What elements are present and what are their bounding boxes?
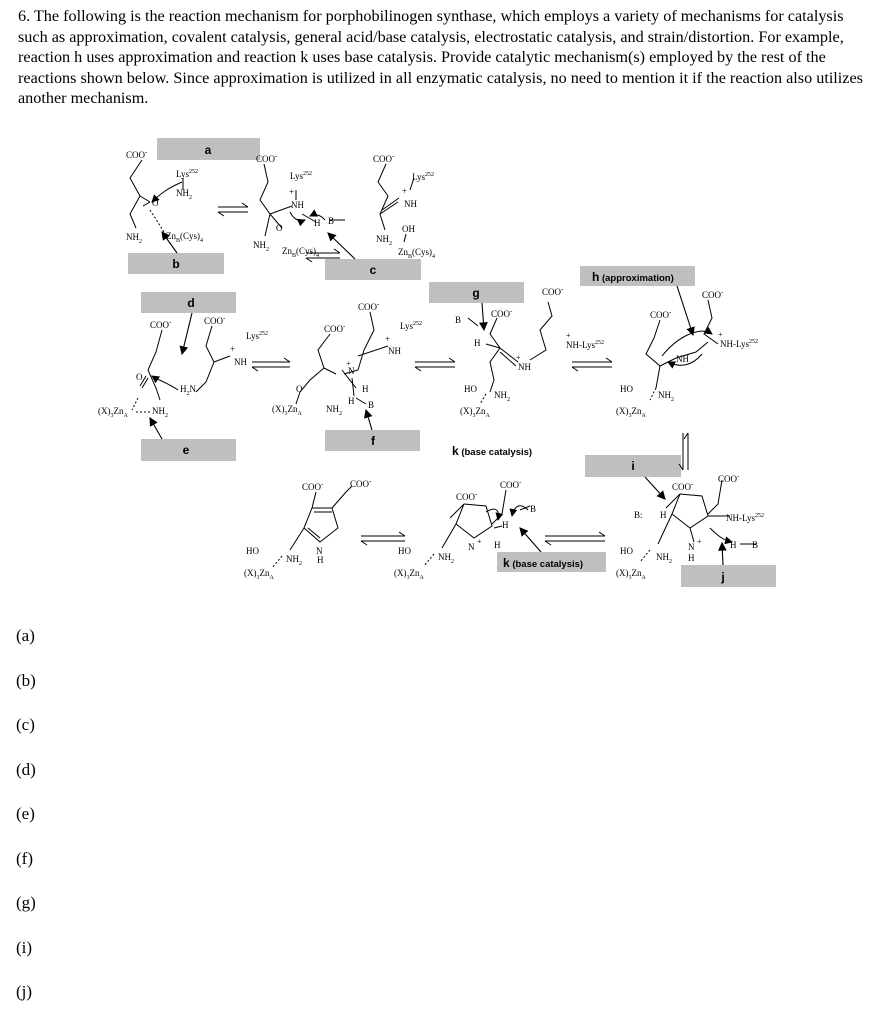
svg-text:h (approximation): h (approximation) (592, 270, 674, 284)
svg-text:COO-: COO- (456, 490, 478, 502)
svg-text:H2N: $H_2N$ (180, 384, 196, 397)
svg-text:H: H (474, 338, 481, 348)
answer-label-f: (f) (16, 849, 33, 868)
svg-text:NH2: $NH_2$ (286, 554, 302, 567)
svg-text:H: H (660, 510, 667, 520)
svg-text:+: + (516, 353, 521, 362)
svg-text:B: B (328, 216, 335, 226)
svg-text:NH2: $NH_2$ (126, 232, 142, 245)
svg-text:H: H (502, 520, 509, 530)
step-label-i (585, 455, 681, 477)
svg-text:(X)3ZnA: $(X)_3Zn_A$ (616, 568, 646, 581)
svg-text:NH2: $NH_2$ (376, 234, 392, 247)
svg-text:OH: OH (402, 224, 415, 234)
structure-6 (455, 285, 604, 419)
answer-label-e: (e) (16, 804, 35, 823)
svg-text:c: c (369, 263, 377, 277)
svg-text:B:: B: (634, 510, 643, 520)
svg-text:NH: NH (234, 357, 247, 367)
svg-text:e: e (182, 443, 190, 457)
svg-text:NH: NH (404, 199, 417, 209)
svg-text:+: + (718, 330, 723, 339)
svg-text:+: + (566, 331, 571, 340)
step-label-d (141, 292, 236, 313)
svg-text:HO: HO (464, 384, 477, 394)
svg-text:+: + (385, 334, 391, 344)
svg-text:N: N (348, 366, 355, 376)
svg-text:B: B (752, 540, 759, 550)
svg-text:NH2: $NH_2$ (326, 404, 342, 417)
structure-10 (244, 477, 372, 581)
svg-text:NH2: $NH_2$ (152, 406, 168, 419)
structure-8 (616, 472, 764, 581)
question-text: 6. The following is the reaction mechanism for porphobilinogen synthase, which employs a variety of mechanisms for catalysis such as approximation, covalent catalysis, general acid/base catalysis, electrostatic catalysis, and strain/distortion. For example, reaction h uses approximation and reaction k uses base catalysis. Provide catalytic mechanism(s) employed by the rest of the reactions shown below. Since approximation is utilized in all enzymatic catalysis, no need to mention it if the reaction also utilizes another mechanism. (18, 7, 863, 108)
svg-text:(X)3ZnA: $(X)_3Zn_A$ (244, 568, 274, 581)
structure-3 (373, 152, 435, 260)
svg-text:H: H (362, 384, 369, 394)
svg-text:N: N (688, 542, 695, 552)
svg-text:COO-: COO- (542, 285, 564, 297)
step-label-k-box (497, 552, 606, 572)
svg-text:ZnB(Cys)4: $Zn_B(Cys)_4$ (282, 246, 320, 259)
svg-text:+: + (230, 344, 236, 354)
structure-5 (272, 300, 422, 417)
svg-text:COO-: COO- (324, 322, 346, 334)
step-label-g (429, 282, 524, 303)
svg-text:N: N (468, 542, 475, 552)
svg-text:+: + (346, 359, 351, 368)
svg-text:O: O (152, 198, 159, 208)
svg-text:i: i (631, 459, 635, 473)
answer-label-a: (a) (16, 626, 35, 645)
svg-text:NH2: $NH_2$ (438, 552, 454, 565)
svg-text:(X)3ZnA: $(X)_3Zn_A$ (98, 406, 128, 419)
svg-text:H: H (494, 540, 501, 550)
svg-text:(X)3ZnA: $(X)_3Zn_A$ (394, 568, 424, 581)
svg-text:COO-: COO- (500, 478, 522, 490)
svg-text:Lys252: Lys$^{252}$ (412, 172, 435, 182)
svg-text:(X)3ZnA: $(X)_3Zn_A$ (460, 406, 490, 419)
step-label-c (325, 259, 421, 280)
svg-text:NH2: $NH_2$ (494, 390, 510, 403)
svg-text:NH-Lys252: NH-Lys$^{252}$ (720, 339, 758, 349)
structure-7 (616, 288, 758, 419)
svg-text:ZnB(Cys)4: $Zn_B(Cys)_4$ (166, 231, 204, 244)
svg-text:COO-: COO- (702, 288, 724, 300)
structure-2 (253, 152, 345, 259)
svg-text:+: + (402, 186, 408, 196)
svg-text:NH-Lys252: NH-Lys$^{252}$ (566, 340, 604, 350)
svg-text:O: O (136, 372, 143, 382)
svg-text:Lys252: Lys$^{252}$ (290, 171, 313, 181)
svg-text:B: B (530, 504, 537, 514)
svg-text:H: H (730, 540, 737, 550)
svg-text:j: j (721, 570, 725, 584)
structure-4 (98, 314, 268, 419)
svg-text:HO: HO (246, 546, 259, 556)
answer-label-d: (d) (16, 760, 36, 779)
svg-text:NH: NH (518, 362, 531, 372)
svg-text:COO-: COO- (672, 480, 694, 492)
svg-text:NH2: $NH_2$ (253, 240, 269, 253)
answer-label-j: (j) (16, 982, 33, 1001)
step-label-a (157, 138, 260, 160)
reaction-mechanism-diagram (0, 130, 874, 600)
svg-text:+: + (697, 537, 702, 546)
svg-text:COO-: COO- (256, 152, 278, 164)
svg-text:NH: NH (291, 200, 304, 210)
svg-text:(X)3ZnA: $(X)_3Zn_A$ (616, 406, 646, 419)
svg-text:NH2: $NH_2$ (658, 390, 674, 403)
svg-text:Lys252: Lys$^{252}$ (400, 321, 423, 331)
step-label-h (580, 266, 695, 286)
svg-text:COO-: COO- (150, 318, 172, 330)
svg-text:NH-Lys252: NH-Lys$^{252}$ (726, 513, 764, 523)
svg-text:HO: HO (620, 546, 633, 556)
svg-text:k (base catalysis): k (base catalysis) (503, 556, 584, 570)
svg-text:HO: HO (398, 546, 411, 556)
svg-text:Lys252: Lys$^{252}$ (246, 331, 269, 341)
svg-text:f: f (371, 434, 375, 448)
step-label-e (141, 439, 236, 461)
svg-text:COO-: COO- (650, 308, 672, 320)
step-label-f (325, 430, 420, 451)
svg-text:NH: NH (676, 354, 689, 364)
svg-text:d: d (187, 296, 195, 310)
svg-text:B: B (368, 400, 375, 410)
svg-text:a: a (204, 143, 212, 157)
answer-label-g: (g) (16, 893, 36, 912)
svg-text:H: H (348, 396, 355, 406)
structure-1 (126, 148, 203, 245)
svg-text:COO-: COO- (350, 477, 372, 489)
svg-text:NH2: $NH_2$ (176, 188, 192, 201)
svg-text:HO: HO (620, 384, 633, 394)
svg-text:COO-: COO- (126, 148, 148, 160)
svg-text:Lys252: Lys$^{252}$ (176, 169, 199, 179)
svg-text:ZnB(Cys)4: $Zn_B(Cys)_4$ (398, 247, 436, 260)
answer-label-i: (i) (16, 938, 33, 957)
svg-text:COO-: COO- (302, 480, 324, 492)
answer-label-b: (b) (16, 671, 36, 690)
svg-text:b: b (172, 257, 180, 271)
svg-text:N: N (316, 546, 323, 556)
svg-text:+: + (477, 537, 482, 546)
svg-text:O: O (276, 223, 283, 233)
svg-text:H: H (688, 553, 695, 563)
svg-text:COO-: COO- (373, 152, 395, 164)
step-label-k-plain (452, 444, 532, 458)
step-label-b (128, 253, 224, 274)
svg-text:k (base catalysis): k (base catalysis) (452, 444, 533, 458)
svg-text:H: H (314, 218, 321, 228)
svg-text:(X)3ZnA: $(X)_3Zn_A$ (272, 404, 302, 417)
svg-text:H: H (317, 555, 324, 565)
svg-text:COO-: COO- (491, 307, 513, 319)
svg-text:NH2: $NH_2$ (656, 552, 672, 565)
svg-text:g: g (472, 286, 480, 300)
svg-text:B: B (455, 315, 462, 325)
answer-label-c: (c) (16, 715, 35, 734)
svg-text:COO-: COO- (204, 314, 226, 326)
svg-text:NH: NH (388, 346, 401, 356)
step-label-j (681, 565, 776, 587)
svg-text:+: + (289, 187, 295, 197)
svg-text:COO-: COO- (358, 300, 380, 312)
svg-text:COO-: COO- (718, 472, 740, 484)
svg-text:O: O (296, 384, 303, 394)
